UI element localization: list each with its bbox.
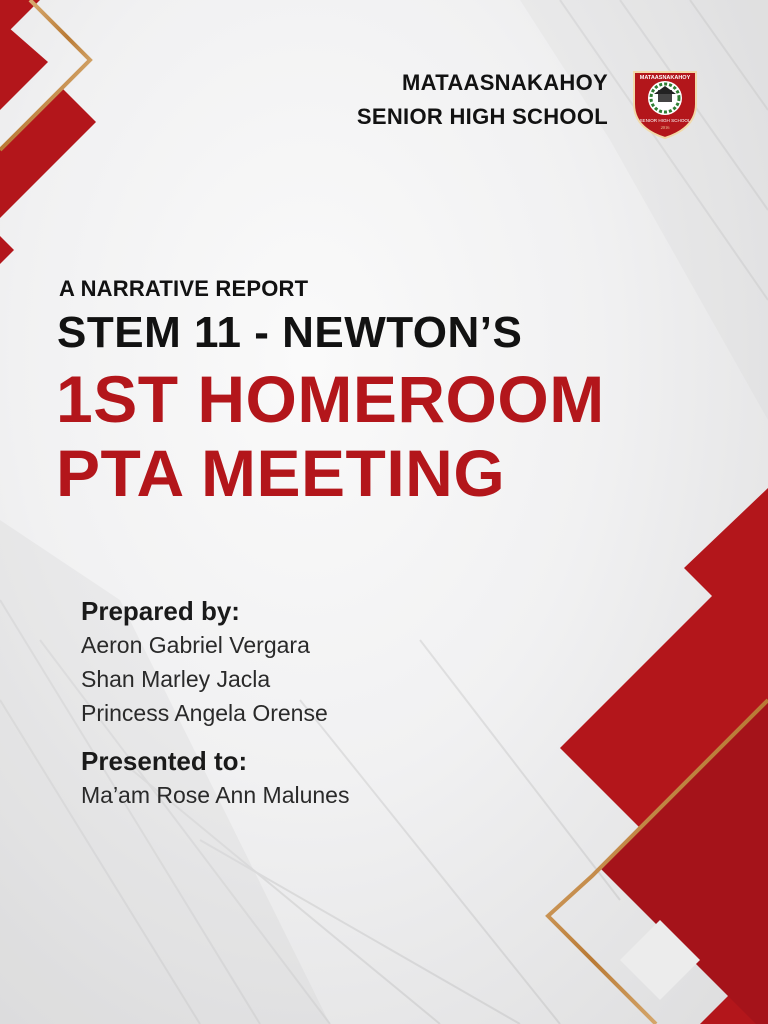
report-title-line2: PTA MEETING [56,436,506,510]
preparer-name: Shan Marley Jacla [81,666,271,692]
presented-to-heading: Presented to: [81,746,248,776]
school-seal-logo [630,66,700,140]
school-name [357,66,608,134]
red-shape-top-left-2 [0,20,48,110]
red-shape-top-left-4 [0,236,14,264]
report-subtitle: A NARRATIVE REPORT [59,276,309,301]
report-title [56,362,605,510]
preparer-name: Princess Angela Orense [81,700,328,726]
seal-bottom-text: SENIOR HIGH SCHOOL [639,118,691,123]
class-name: STEM 11 - NEWTON’S [57,308,523,357]
report-title-line1: 1ST HOMEROOM [56,362,605,436]
prepared-by-heading: Prepared by: [81,596,240,626]
presentee-name: Ma’am Rose Ann Malunes [81,782,350,808]
school-name-line1: MATAASNAKAHOY [402,70,608,95]
seal-year: 2016 [660,125,670,130]
credits-block [81,594,349,812]
seal-top-text: MATAASNAKAHOY [639,75,691,81]
red-shape-top-left-3 [0,88,96,218]
school-name-line2: SENIOR HIGH SCHOOL [356,104,608,129]
preparer-name: Aeron Gabriel Vergara [81,632,310,658]
